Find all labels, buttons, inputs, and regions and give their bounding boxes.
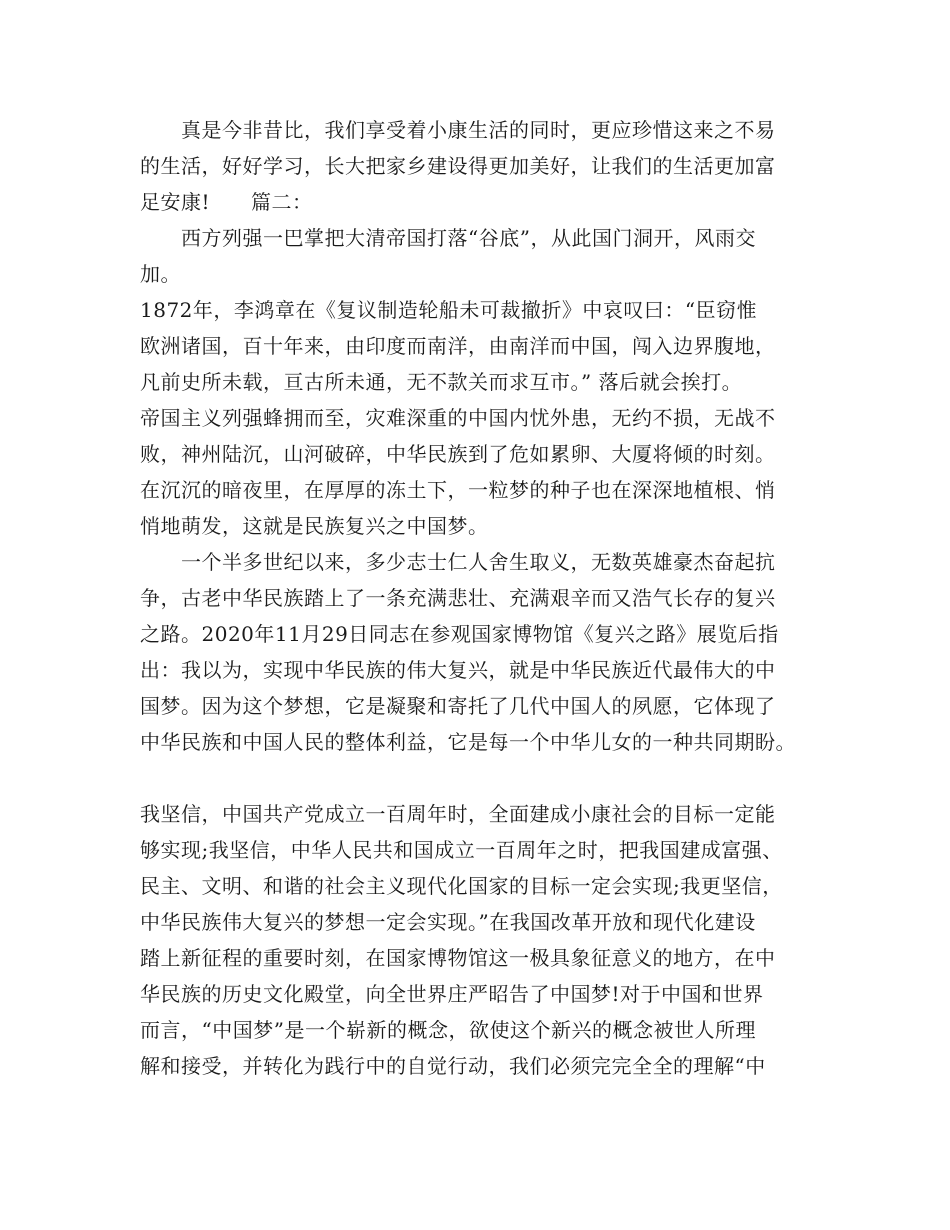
text-line: 在沉沉的暗夜里，在厚厚的冻土下，一粒梦的种子也在深深地植根、悄 — [140, 478, 776, 502]
document-body — [140, 112, 830, 1084]
text-line: 欧洲诸国，百十年来，由印度而南洋，由南洋而中国，闯入边界腹地， — [140, 334, 776, 358]
text-line: 中华民族和中国人民的整体利益，它是每一个中华儿女的一种共同期盼。 — [140, 730, 796, 754]
text-line: 而言，“中国梦”是一个崭新的概念，欲使这个新兴的概念被世人所理 — [140, 1018, 756, 1042]
text-line: 悄地萌发，这就是民族复兴之中国梦。 — [140, 514, 489, 538]
text-line: 够实现;我坚信，中华人民共和国成立一百周年之时，把我国建成富强、 — [140, 838, 783, 862]
text-line: 踏上新征程的重要时刻，在国家博物馆这一极具象征意义的地方，在中 — [140, 946, 776, 970]
text-line: 解和接受，并转化为践行中的自觉行动，我们必须完完全全的理解“中 — [140, 1054, 766, 1078]
text-line: 一个半多世纪以来，多少志士仁人舍生取义，无数英雄豪杰奋起抗 — [140, 550, 776, 574]
text-line: 民主、文明、和谐的社会主义现代化国家的目标一定会实现;我更坚信， — [140, 874, 783, 898]
text-line: 西方列强一巴掌把大清帝国打落“谷底”，从此国门洞开，风雨交 — [140, 226, 756, 250]
paragraph-gap — [140, 760, 830, 796]
text-line: 争，古老中华民族踏上了一条充满悲壮、充满艰辛而又浩气长存的复兴 — [140, 586, 776, 610]
text-line: 1872年，李鸿章在《复议制造轮船未可裁撤折》中哀叹曰：“臣窃惟 — [140, 298, 758, 322]
text-line: 华民族的历史文化殿堂，向全世界庄严昭告了中国梦!对于中国和世界 — [140, 982, 764, 1006]
text-line: 出：我以为，实现中华民族的伟大复兴，就是中华民族近代最伟大的中 — [140, 658, 776, 682]
text-line: 加。 — [140, 262, 181, 286]
text-line: 的生活，好好学习，长大把家乡建设得更加美好，让我们的生活更加富 — [140, 154, 776, 178]
text-line: 国梦。因为这个梦想，它是凝聚和寄托了几代中国人的夙愿，它体现了 — [140, 694, 776, 718]
text-line: 之路。2020年11月29日同志在参观国家博物馆《复兴之路》展览后指 — [140, 622, 779, 646]
text-line: 败，神州陆沉，山河破碎，中华民族到了危如累卵、大厦将倾的时刻。 — [140, 442, 776, 466]
text-line: 凡前史所未载，亘古所未通，无不款关而求互市。” 落后就会挨打。 — [140, 370, 743, 394]
text-line: 帝国主义列强蜂拥而至，灾难深重的中国内忧外患，无约不损，无战不 — [140, 406, 776, 430]
text-line: 真是今非昔比，我们享受着小康生活的同时，更应珍惜这来之不易 — [140, 118, 776, 142]
text-line: 足安康! 篇二： — [140, 190, 313, 214]
text-line: 中华民族伟大复兴的梦想一定会实现。”在我国改革开放和现代化建设 — [140, 910, 756, 934]
text-line: 我坚信，中国共产党成立一百周年时，全面建成小康社会的目标一定能 — [140, 802, 776, 826]
